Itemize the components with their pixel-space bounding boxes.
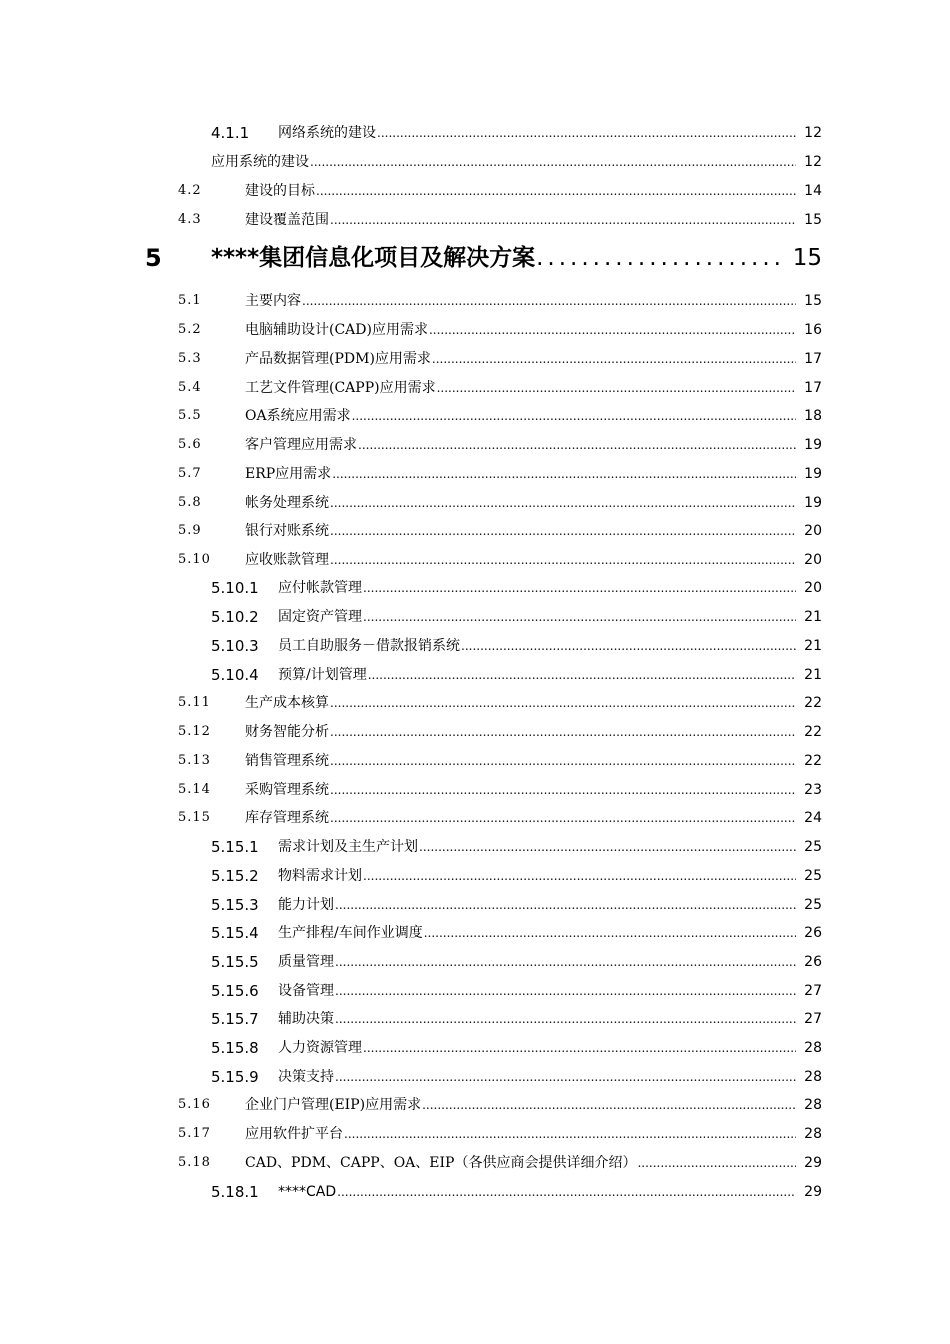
toc-entry-number: 5.18.1 (211, 1183, 259, 1201)
dot-leader (368, 664, 822, 686)
toc-entry-title: 设备管理 (278, 983, 334, 999)
toc-entry-title: 生产成本核算 (245, 695, 329, 711)
dot-leader (335, 951, 822, 973)
toc-entry[interactable] (0, 951, 950, 973)
toc-entry[interactable] (0, 779, 950, 801)
dot-leader (330, 807, 822, 829)
toc-entry-page: 19 (796, 492, 822, 514)
toc-entry-title: 建设覆盖范围 (245, 212, 329, 228)
toc-entry-page: 20 (796, 520, 822, 542)
dot-leader (335, 980, 822, 1002)
toc-entry[interactable] (0, 1123, 950, 1145)
dot-leader (363, 606, 822, 628)
toc-entry-number: 5.15.9 (211, 1068, 259, 1086)
dot-leader (363, 577, 822, 599)
dot-leader (637, 1152, 822, 1174)
dot-leader (377, 122, 822, 144)
toc-entry-title: 人力资源管理 (278, 1040, 362, 1056)
toc-entry-title: 能力计划 (278, 897, 334, 913)
toc-entry-title: CAD、PDM、CAPP、OA、EIP（各供应商会提供详细介绍） (245, 1155, 637, 1171)
toc-entry-title: 预算/计划管理 (278, 667, 367, 683)
toc-entry-title: 辅助决策 (278, 1011, 334, 1027)
toc-entry[interactable] (0, 807, 950, 829)
toc-entry-page: 27 (796, 980, 822, 1002)
toc-entry-page: 17 (796, 348, 822, 370)
toc-entry[interactable] (0, 151, 950, 173)
toc-entry-page: 20 (796, 577, 822, 599)
toc-entry-title: 固定资产管理 (278, 609, 362, 625)
dot-leader (358, 434, 822, 456)
toc-entry-page: 24 (796, 807, 822, 829)
toc-entry-page: 25 (796, 894, 822, 916)
toc-entry-number: 5.12 (178, 724, 211, 739)
toc-entry[interactable] (0, 1037, 950, 1059)
toc-entry[interactable] (0, 894, 950, 916)
toc-entry[interactable] (0, 1066, 950, 1088)
dot-leader (335, 894, 822, 916)
dot-leader (335, 1066, 822, 1088)
dot-leader (461, 635, 822, 657)
toc-entry[interactable] (0, 549, 950, 571)
dot-leader (429, 319, 822, 341)
toc-entry-page: 14 (796, 180, 822, 202)
toc-entry-number: 5.9 (178, 523, 202, 538)
toc-entry-title: OA系统应用需求 (245, 408, 351, 424)
toc-entry-number: 5.6 (178, 437, 202, 452)
dot-leader (330, 520, 822, 542)
toc-entry-title: 电脑辅助设计(CAD)应用需求 (245, 322, 428, 338)
toc-entry-title: 应收账款管理 (245, 552, 329, 568)
toc-entry-number: 5.15 (178, 810, 211, 825)
toc-entry-number: 5.8 (178, 495, 202, 510)
toc-entry-number: 5.10.3 (211, 637, 259, 655)
dot-leader (352, 405, 822, 427)
toc-entry-page: 15 (796, 209, 822, 231)
dot-leader (335, 1008, 822, 1030)
toc-entry-title: 库存管理系统 (245, 810, 329, 826)
toc-entry[interactable] (0, 122, 950, 144)
toc-entry[interactable] (0, 1094, 950, 1116)
toc-entry-number: 5.18 (178, 1155, 211, 1170)
toc-entry[interactable] (0, 664, 950, 686)
toc-entry-number: 5.10.1 (211, 579, 259, 597)
toc-entry-number: 5.10.4 (211, 666, 259, 684)
toc-entry-number: 4.2 (178, 183, 202, 198)
toc-entry-title: 财务智能分析 (245, 724, 329, 740)
toc-entry[interactable] (0, 319, 950, 341)
dot-leader (330, 779, 822, 801)
toc-entry[interactable] (0, 463, 950, 485)
toc-entry-page: 29 (796, 1181, 822, 1203)
toc-entry-page: 21 (796, 664, 822, 686)
toc-entry[interactable] (0, 209, 950, 231)
toc-entry[interactable] (0, 238, 950, 278)
dot-leader (330, 692, 822, 714)
toc-entry-title: 企业门户管理(EIP)应用需求 (245, 1097, 422, 1113)
toc-entry[interactable] (0, 606, 950, 628)
toc-entry-page: 15 (796, 290, 822, 312)
toc-entry[interactable] (0, 721, 950, 743)
toc-entry-number: 4.1.1 (211, 124, 250, 142)
toc-entry-page: 20 (796, 549, 822, 571)
toc-entry-number: 5.10 (178, 552, 211, 567)
toc-entry[interactable] (0, 922, 950, 944)
dot-leader (536, 238, 822, 278)
toc-entry[interactable] (0, 980, 950, 1002)
dot-leader (424, 922, 822, 944)
dot-leader (310, 151, 822, 173)
dot-leader (363, 1037, 822, 1059)
toc-entry-page: 28 (796, 1123, 822, 1145)
toc-entry-title: 产品数据管理(PDM)应用需求 (245, 351, 431, 367)
toc-entry-page: 12 (796, 122, 822, 144)
dot-leader (363, 865, 822, 887)
dot-leader (302, 290, 822, 312)
dot-leader (422, 1094, 822, 1116)
toc-entry-number: 5.14 (178, 782, 211, 797)
toc-entry-title: 主要内容 (245, 293, 301, 309)
toc-entry-title: 建设的目标 (245, 183, 315, 199)
toc-entry[interactable] (0, 836, 950, 858)
toc-entry[interactable] (0, 520, 950, 542)
dot-leader (330, 750, 822, 772)
toc-entry-page: 15 (782, 238, 822, 278)
toc-entry-title: 销售管理系统 (245, 753, 329, 769)
toc-entry[interactable] (0, 434, 950, 456)
dot-leader (437, 377, 822, 399)
toc-entry-number: 5.15.2 (211, 867, 259, 885)
toc-entry-title: ****集团信息化项目及解决方案 (211, 245, 536, 271)
dot-leader (337, 1181, 822, 1203)
toc-entry-number: 5.13 (178, 753, 211, 768)
toc-entry[interactable] (0, 865, 950, 887)
toc-entry[interactable] (0, 492, 950, 514)
toc-entry-page: 22 (796, 750, 822, 772)
toc-entry-title: 员工自助服务－借款报销系统 (278, 638, 460, 654)
toc-entry-number: 5.16 (178, 1097, 211, 1112)
toc-entry-number: 5.7 (178, 466, 202, 481)
toc-entry-title: 决策支持 (278, 1069, 334, 1085)
toc-entry-title: 帐务处理系统 (245, 495, 329, 511)
toc-entry-page: 26 (796, 951, 822, 973)
toc-entry-page: 28 (796, 1094, 822, 1116)
toc-entry-page: 19 (796, 434, 822, 456)
toc-entry[interactable] (0, 692, 950, 714)
toc-entry[interactable] (0, 1152, 950, 1174)
toc-entry-page: 29 (796, 1152, 822, 1174)
toc-entry-title: 生产排程/车间作业调度 (278, 925, 423, 941)
dot-leader (330, 492, 822, 514)
toc-entry-page: 18 (796, 405, 822, 427)
toc-entry-title: 应用软件扩平台 (245, 1126, 343, 1142)
toc-entry[interactable] (0, 180, 950, 202)
toc-entry-number: 5.15.5 (211, 953, 259, 971)
toc-entry-page: 25 (796, 865, 822, 887)
toc-entry[interactable] (0, 750, 950, 772)
dot-leader (332, 463, 822, 485)
toc-entry-number: 5.15.8 (211, 1039, 259, 1057)
toc-entry-page: 22 (796, 721, 822, 743)
toc-entry-title: 客户管理应用需求 (245, 437, 357, 453)
toc-entry-number: 5.5 (178, 408, 202, 423)
toc-entry-page: 27 (796, 1008, 822, 1030)
toc-entry-title: 需求计划及主生产计划 (278, 839, 418, 855)
toc-entry-number: 5.11 (178, 695, 211, 710)
toc-entry-page: 21 (796, 635, 822, 657)
toc-entry[interactable] (0, 1008, 950, 1030)
toc-entry-number: 5.15.6 (211, 982, 259, 1000)
toc-entry-page: 23 (796, 779, 822, 801)
toc-entry[interactable] (0, 290, 950, 312)
toc-entry-page: 19 (796, 463, 822, 485)
toc-entry-number: 5.15.7 (211, 1010, 259, 1028)
toc-entry-number: 5.1 (178, 293, 202, 308)
dot-leader (432, 348, 822, 370)
toc-entry-page: 26 (796, 922, 822, 944)
toc-entry-title: 银行对账系统 (245, 523, 329, 539)
toc-entry-title: 物料需求计划 (278, 868, 362, 884)
toc-entry-page: 28 (796, 1066, 822, 1088)
toc-entry-title: 应付帐款管理 (278, 580, 362, 596)
toc-entry-number: 5.15.3 (211, 896, 259, 914)
toc-entry-number: 5.15.4 (211, 924, 259, 942)
toc-entry-page: 25 (796, 836, 822, 858)
toc-entry[interactable] (0, 577, 950, 599)
toc-entry-title: 质量管理 (278, 954, 334, 970)
toc-entry[interactable] (0, 348, 950, 370)
toc-entry[interactable] (0, 1181, 950, 1203)
toc-entry[interactable] (0, 635, 950, 657)
dot-leader (330, 549, 822, 571)
toc-entry-number: 5.17 (178, 1126, 211, 1141)
toc-entry-title: ****CAD (278, 1184, 337, 1200)
toc-entry-page: 16 (796, 319, 822, 341)
toc-entry-title: ERP应用需求 (245, 466, 332, 482)
toc-entry-number: 5 (145, 244, 162, 272)
toc-entry-number: 5.2 (178, 322, 202, 337)
toc-entry[interactable] (0, 377, 950, 399)
toc-entry-title: 工艺文件管理(CAPP)应用需求 (245, 380, 436, 396)
toc-entry-page: 21 (796, 606, 822, 628)
toc-entry-title: 采购管理系统 (245, 782, 329, 798)
toc-entry-page: 17 (796, 377, 822, 399)
toc-entry[interactable] (0, 405, 950, 427)
toc-entry-number: 5.10.2 (211, 608, 259, 626)
toc-entry-page: 12 (796, 151, 822, 173)
toc-entry-number: 4.3 (178, 212, 202, 227)
toc-entry-number: 5.4 (178, 380, 202, 395)
toc-entry-title: 网络系统的建设 (278, 125, 376, 141)
toc-entry-number: 5.3 (178, 351, 202, 366)
dot-leader (419, 836, 822, 858)
toc-entry-page: 28 (796, 1037, 822, 1059)
toc-entry-number: 5.15.1 (211, 838, 259, 856)
toc-entry-title: 应用系统的建设 (211, 154, 309, 170)
toc-entry-page: 22 (796, 692, 822, 714)
dot-leader (316, 180, 822, 202)
dot-leader (330, 209, 822, 231)
dot-leader (344, 1123, 822, 1145)
dot-leader (330, 721, 822, 743)
